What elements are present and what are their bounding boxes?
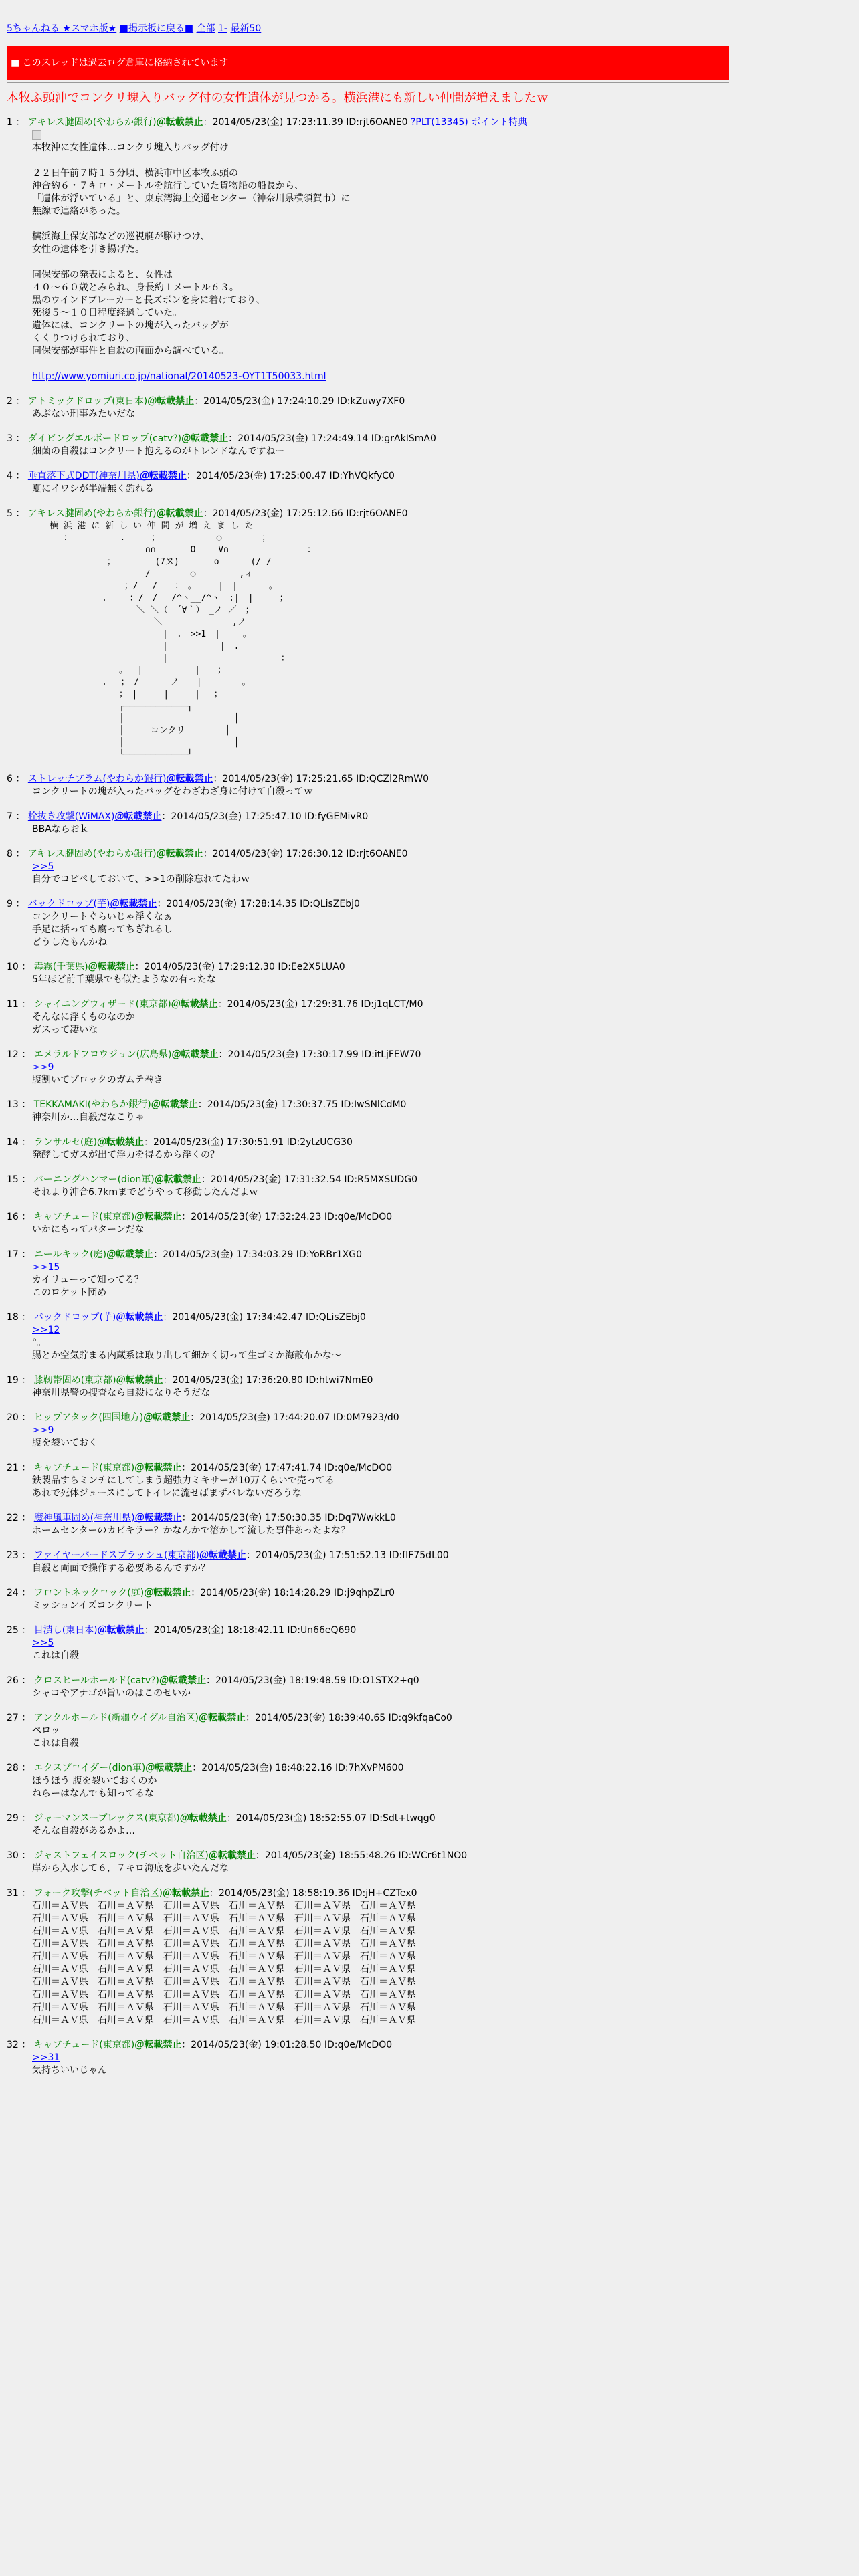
post-number: 13 ：: [7, 1099, 34, 1110]
post: [7, 1462, 729, 1500]
reply-line: [32, 1261, 729, 1274]
reply-anchor-link[interactable]: >>5: [32, 1638, 54, 1648]
post-list: [7, 116, 729, 2077]
poster-tag: ＠転載禁止: [134, 1463, 182, 1473]
top-nav: [7, 23, 729, 37]
thread-title: 本牧ふ頭沖でコンクリ塊入りバッグ付の女性遺体が見つかる。横浜港にも新しい仲間が増えましたｗ: [7, 91, 549, 105]
post-body: 腹割いてブロックのガムテ巻き: [32, 1075, 163, 1085]
source-url-link[interactable]: http://www.yomiuri.co.jp/national/20140523-OYT1T50033.html: [32, 371, 326, 382]
post-body: そんなに浮くものなのか ガスって凄いな: [32, 1012, 135, 1035]
latest-50-link[interactable]: 最新50: [230, 23, 262, 34]
reply-anchor-link[interactable]: >>9: [32, 1062, 54, 1073]
post-body: ミッションイズコンクリート: [32, 1600, 153, 1611]
post-body: 夏にイワシが半端無く釣れる: [32, 484, 154, 494]
post-header: [7, 2039, 729, 2052]
reply-anchor-link[interactable]: >>15: [32, 1262, 60, 1273]
post-header: [7, 1850, 729, 1862]
broken-image-icon: [32, 130, 41, 140]
post-body: ホームセンターのカビキラー？かなんかで溶かして流した事件あったよな？: [32, 1525, 351, 1536]
post-number: 4 ：: [7, 471, 28, 481]
post-body: 神奈川県警の捜査なら自殺になりそうだな: [32, 1388, 210, 1398]
poster-name: ダイビングエルボードロップ(catv?)＠転載禁止: [27, 433, 229, 444]
post-header: [7, 1462, 729, 1475]
reply-anchor-link[interactable]: >>9: [32, 1425, 54, 1436]
post-body-image: [32, 129, 729, 142]
poster-tag: ＠転載禁止: [162, 1888, 209, 1899]
post-body: シャコやアナゴが旨いのはこのせいか: [32, 1688, 191, 1699]
poster-name: ランサルセ(庭)＠転載禁止: [33, 1137, 144, 1148]
smartphone-link[interactable]: 5ちゃんねる ★スマホ版★: [7, 23, 117, 34]
poster-name[interactable]: 魔神風車固め(神奈川県)＠転載禁止: [33, 1513, 182, 1523]
poster-name[interactable]: バックドロップ(芋)＠転載禁止: [27, 899, 157, 909]
post-number: 31 ：: [7, 1888, 34, 1899]
post: [7, 1587, 729, 1612]
first-posts-link[interactable]: 1-: [218, 23, 227, 34]
post-number: 26 ：: [7, 1675, 34, 1686]
post-meta: ：2014/05/23(金) 17:50:30.35 ID:Dq7WwkkL0: [181, 1513, 396, 1523]
post-body: これは自殺: [32, 1650, 79, 1661]
poster-name: 毒霧(千葉県)＠転載禁止: [33, 962, 135, 972]
post-meta: ：2014/05/23(金) 17:34:03.29 ID:YoRBr1XG0: [153, 1249, 362, 1260]
poster-name: フォーク攻撃(チベット自治区)＠転載禁止: [33, 1888, 209, 1899]
post-header: [7, 1812, 729, 1825]
post-header: [7, 1174, 729, 1186]
poster-name: キャプチュード(東京都)＠転載禁止: [33, 1212, 182, 1222]
post-body: 腹を裂いておく: [32, 1438, 98, 1448]
poster-tag: ＠転載禁止: [151, 1099, 198, 1110]
poster-tag: ＠転載禁止: [166, 774, 213, 784]
post: [7, 116, 729, 383]
post-number: 8 ：: [7, 849, 28, 859]
post-header: [7, 1049, 729, 1061]
post-number: 19 ：: [7, 1375, 34, 1386]
post-number: 9 ：: [7, 899, 28, 909]
post: [7, 1812, 729, 1838]
reply-anchor-link[interactable]: >>12: [32, 1325, 60, 1335]
post: [7, 508, 729, 761]
poster-tag: ＠転載禁止: [179, 1813, 227, 1824]
post-meta: ：2014/05/23(金) 17:25:21.65 ID:QCZl2RmW0: [213, 774, 430, 784]
poster-tag: ＠転載禁止: [156, 849, 203, 859]
poster-name: クロスヒールホールド(catv?)＠転載禁止: [33, 1675, 207, 1686]
post-body: 神奈川か…自殺だなこりゃ: [32, 1112, 145, 1123]
post-meta: ：2014/05/23(金) 17:34:42.47 ID:QLisZEbj0: [163, 1312, 366, 1323]
post-meta: ：2014/05/23(金) 19:01:28.50 ID:q0e/McDO0: [181, 2040, 393, 2050]
post: [7, 1762, 729, 1800]
poster-name: 膝靭帯固め(東京都)＠転載禁止: [33, 1375, 163, 1386]
post: [7, 1887, 729, 2027]
post-body: 細菌の自殺はコンクリート抱えるのがトレンドなんですねー: [32, 446, 285, 457]
post-meta: ：2014/05/23(金) 18:19:48.59 ID:O1STX2+q0: [206, 1675, 419, 1686]
post-number: 2 ：: [7, 396, 28, 407]
post-header: [7, 1512, 729, 1525]
post: [7, 848, 729, 886]
poster-tag: ＠転載禁止: [156, 508, 203, 519]
post-number: 22 ：: [7, 1513, 34, 1523]
post: [7, 1049, 729, 1087]
post: [7, 1675, 729, 1700]
reply-line: [32, 1637, 729, 1650]
poster-name[interactable]: ストレッチプラム(やわらか銀行)＠転載禁止: [27, 774, 213, 784]
post-header: [7, 1311, 729, 1324]
poster-tag: ＠転載禁止: [154, 1174, 201, 1185]
post-number: 16 ：: [7, 1212, 34, 1222]
post-body: °。 腸とか空気貯まる内蔵系は取り出して細かく切って生ゴミか海散布かな～: [32, 1337, 341, 1361]
post-body: いかにもってパターンだな: [32, 1224, 145, 1235]
post-body: あぶない刑事みたいだな: [32, 409, 135, 419]
post-number: 11 ：: [7, 999, 34, 1010]
poster-name: アキレス腱固め(やわらか銀行)＠転載禁止: [27, 117, 203, 128]
poster-name[interactable]: バックドロップ(芋)＠転載禁止: [33, 1312, 163, 1323]
post-body: 鉄製品すらミンチにしてしまう超強力ミキサーが10万くらいで売ってる あれで死体ジュースにしてトイレに流せばまずバレないだろうな: [32, 1475, 335, 1499]
post-header: [7, 811, 729, 823]
poster-name[interactable]: 栓抜き攻撃(WiMAX)＠転載禁止: [27, 811, 162, 822]
post-body: 自殺と両面で操作する必要あるんですか？: [32, 1563, 210, 1574]
post-number: 14 ：: [7, 1137, 34, 1148]
post-meta: ：2014/05/23(金) 17:47:41.74 ID:q0e/McDO0: [181, 1463, 393, 1473]
post: [7, 1249, 729, 1299]
post-body: 5年ほど前千葉県でも似たようなの有ったな: [32, 974, 216, 985]
post-meta: ：2014/05/23(金) 17:30:37.75 ID:IwSNlCdM0: [197, 1099, 407, 1110]
post: [7, 1136, 729, 1162]
poster-name: ヒップアタック(四国地方)＠転載禁止: [33, 1412, 191, 1423]
poster-tag: ＠転載禁止: [96, 1137, 144, 1148]
post-url: [32, 370, 729, 383]
post-number: 1 ：: [7, 117, 28, 128]
post-meta: ：2014/05/23(金) 18:14:28.29 ID:j9qhpZLr0: [191, 1588, 395, 1598]
divider: [7, 82, 729, 83]
post-header: [7, 116, 729, 129]
post-number: 25 ：: [7, 1625, 34, 1636]
post-number: 32 ：: [7, 2040, 34, 2050]
post: [7, 395, 729, 421]
poster-name: アンクルホールド(新疆ウイグル自治区)＠転載禁止: [33, 1713, 246, 1723]
poster-tag: ＠転載禁止: [199, 1550, 246, 1561]
post-header: [7, 470, 729, 483]
post: [7, 998, 729, 1037]
post: [7, 1412, 729, 1450]
post-meta: ：2014/05/23(金) 17:29:31.76 ID:j1qLCT/M0: [217, 999, 423, 1010]
post-meta: ：2014/05/23(金) 18:39:40.65 ID:q9kfqaCo0: [245, 1713, 452, 1723]
post: [7, 2039, 729, 2077]
post-number: 23 ：: [7, 1550, 34, 1561]
post-meta: ：2014/05/23(金) 17:28:14.35 ID:QLisZEbj0: [157, 899, 360, 909]
poster-tag: ＠転載禁止: [147, 396, 195, 407]
post-header: [7, 395, 729, 408]
post-number: 20 ：: [7, 1412, 34, 1423]
post-body: 気持ちいいじゃん: [32, 2065, 107, 2076]
post-number: 30 ：: [7, 1850, 34, 1861]
post: [7, 1374, 729, 1400]
post-header: [7, 1887, 729, 1900]
post-body: ペロッ これは自殺: [32, 1725, 79, 1749]
post-number: 3 ：: [7, 433, 28, 444]
post-meta: ：2014/05/23(金) 18:58:19.36 ID:jH+CZTex0: [209, 1888, 417, 1899]
post-meta: ：2014/05/23(金) 17:51:52.13 ID:fIF75dL00: [246, 1550, 449, 1561]
post-header: [7, 1374, 729, 1387]
post-number: 28 ：: [7, 1763, 34, 1774]
post-number: 10 ：: [7, 962, 34, 972]
poster-tag: ＠転載禁止: [116, 1375, 163, 1386]
poster-tag: ＠転載禁止: [134, 1513, 182, 1523]
post-body: BBAならおｋ: [32, 824, 89, 835]
post-header: [7, 1099, 729, 1111]
poster-name: TEKKAMAKI(やわらか銀行)＠転載禁止: [33, 1099, 198, 1110]
poster-tag: ＠転載禁止: [171, 1049, 219, 1060]
post-meta: ：2014/05/23(金) 17:29:12.30 ID:Ee2X5LUA0: [134, 962, 345, 972]
poster-name: ニールキック(庭)＠転載禁止: [33, 1249, 154, 1260]
post-number: 29 ：: [7, 1813, 34, 1824]
post-body: コンクリートぐらいじゃ浮くなぁ 手足に括っても腐ってちぎれるし どうしたもんかね: [32, 911, 173, 948]
post-header: [7, 1136, 729, 1149]
post-header: [7, 433, 729, 445]
post-body: そんな自殺があるかよ…: [32, 1826, 135, 1836]
post: [7, 1850, 729, 1875]
poster-tag: ＠転載禁止: [134, 2040, 182, 2050]
post-meta: ：2014/05/23(金) 17:25:12.66 ID:rjt6OANE0: [203, 508, 408, 519]
poster-name[interactable]: 垂直落下式DDT(神奈川県)＠転載禁止: [27, 471, 187, 481]
post-body: それより沖合6.7kmまでどうやって移動したんだよｗ: [32, 1187, 259, 1198]
post-body: 岸から入水して６，７キロ海底を歩いたんだな: [32, 1863, 229, 1874]
post: [7, 773, 729, 798]
post-number: 24 ：: [7, 1588, 34, 1598]
post-header: [7, 773, 729, 786]
post-meta: ：2014/05/23(金) 17:32:24.23 ID:q0e/McDO0: [181, 1212, 393, 1222]
post-number: 15 ：: [7, 1174, 34, 1185]
poster-tag: ＠転載禁止: [106, 1249, 154, 1260]
post-meta: ：2014/05/23(金) 17:24:49.14 ID:grAkISmA0: [228, 433, 436, 444]
poster-tag: ＠転載禁止: [171, 999, 218, 1010]
post: [7, 1512, 729, 1537]
post: [7, 961, 729, 986]
poster-name: ジャストフェイスロック(チベット自治区)＠転載禁止: [33, 1850, 256, 1861]
post-number: 18 ：: [7, 1312, 34, 1323]
reply-anchor-link[interactable]: >>5: [32, 861, 54, 872]
all-posts-link[interactable]: 全部: [196, 23, 215, 34]
archive-notice: ■ このスレッドは過去ログ倉庫に格納されています: [7, 46, 729, 80]
post-meta: ：2014/05/23(金) 17:36:20.80 ID:htwi7NmE0: [163, 1375, 373, 1386]
post-header: [7, 898, 729, 911]
post-header: [7, 848, 729, 861]
post-header: [7, 1549, 729, 1562]
poster-tag: ＠転載禁止: [97, 1625, 145, 1636]
post-header: [7, 1249, 729, 1261]
post-number: 7 ：: [7, 811, 28, 822]
post-meta: ：2014/05/23(金) 17:25:47.10 ID:fyGEMivR0: [161, 811, 369, 822]
post-meta: ：2014/05/23(金) 18:52:55.07 ID:Sdt+twqg0: [226, 1813, 436, 1824]
post-body: 自分でコピペしておいて、>>1の削除忘れてたわｗ: [32, 874, 250, 885]
be-profile-link[interactable]: ?PLT(13345) ポイント特典: [410, 117, 528, 128]
post-header: [7, 1211, 729, 1224]
back-to-board-link[interactable]: ■掲示板に戻る■: [119, 23, 194, 34]
poster-name: バーニングハンマー(dion軍)＠転載禁止: [33, 1174, 201, 1185]
poster-tag: ＠転載禁止: [116, 1312, 163, 1323]
poster-tag: ＠転載禁止: [143, 1412, 191, 1423]
post-meta: ：2014/05/23(金) 17:30:17.99 ID:itLjFEW70: [218, 1049, 421, 1060]
post-meta: ：2014/05/23(金) 17:26:30.12 ID:rjt6OANE0: [203, 849, 408, 859]
post-number: 17 ：: [7, 1249, 34, 1260]
post-meta: ：2014/05/23(金) 18:48:22.16 ID:7hXvPM600: [192, 1763, 404, 1774]
poster-name: アキレス腱固め(やわらか銀行)＠転載禁止: [27, 508, 203, 519]
poster-name: アトミックドロップ(東日本)＠転載禁止: [27, 396, 195, 407]
post-header: [7, 1624, 729, 1637]
post-header: [7, 508, 729, 520]
post-header: [7, 1587, 729, 1600]
post-header: [7, 1412, 729, 1424]
poster-name: キャプチュード(東京都)＠転載禁止: [33, 1463, 182, 1473]
reply-line: [32, 1061, 729, 1074]
poster-tag: ＠転載禁止: [159, 1675, 207, 1686]
reply-line: [32, 861, 729, 873]
post-header: [7, 1675, 729, 1687]
poster-name[interactable]: ファイヤーバードスプラッシュ(東京都)＠転載禁止: [33, 1550, 246, 1561]
post-number: 21 ：: [7, 1463, 34, 1473]
post-header: [7, 961, 729, 974]
post-header: [7, 1712, 729, 1725]
post-body: ほうほう 腹を裂いておくのか ねらーはなんでも知ってるな: [32, 1776, 157, 1799]
post-meta: ：2014/05/23(金) 17:24:10.29 ID:kZuwy7XF0: [194, 396, 405, 407]
poster-name: フロントネックロック(庭)＠転載禁止: [33, 1588, 191, 1598]
poster-name: アキレス腱固め(やわらか銀行)＠転載禁止: [27, 849, 203, 859]
post: [7, 1549, 729, 1575]
post-number: 12 ：: [7, 1049, 34, 1060]
reply-line: [32, 2052, 729, 2064]
post: [7, 811, 729, 836]
poster-name: ジャーマンスープレックス(東京都)＠転載禁止: [33, 1813, 227, 1824]
poster-name: エクスプロイダー(dion軍)＠転載禁止: [33, 1763, 193, 1774]
poster-tag: ＠転載禁止: [208, 1850, 256, 1861]
post-meta: ：2014/05/23(金) 17:30:51.91 ID:2ytzUCG30: [143, 1137, 353, 1148]
post-meta: ：2014/05/23(金) 17:25:00.47 ID:YhVQkfyC0: [186, 471, 395, 481]
post-body-repeated: 石川＝ＡＶ県 石川＝ＡＶ県 石川＝ＡＶ県 石川＝ＡＶ県 石川＝ＡＶ県 石川＝ＡＶ県 石川＝ＡＶ県 石川＝ＡＶ県 石川＝ＡＶ県 石川＝ＡＶ県 石川＝ＡＶ県 石川＝ＡＶ県 石川＝ＡＶ県 石川＝ＡＶ県 石川＝ＡＶ県 石川＝ＡＶ県 石川＝ＡＶ県 石川＝ＡＶ県 石川＝ＡＶ県 石川＝ＡＶ県 石川＝ＡＶ県 石川＝ＡＶ県 石川＝ＡＶ県 石川＝ＡＶ県 石川＝ＡＶ県 石川＝ＡＶ県 石川＝ＡＶ県 石川＝ＡＶ県 石川＝ＡＶ県 石川＝ＡＶ県 石川＝ＡＶ県 石川＝ＡＶ県 石川＝ＡＶ県 石川＝ＡＶ県 石川＝ＡＶ県 石川＝ＡＶ県 石川＝ＡＶ県 石川＝ＡＶ県 石川＝ＡＶ県 石川＝ＡＶ県 石川＝ＡＶ県 石川＝ＡＶ県 石川＝ＡＶ県 石川＝ＡＶ県 石川＝ＡＶ県 石川＝ＡＶ県 石川＝ＡＶ県 石川＝ＡＶ県 石川＝ＡＶ県 石川＝ＡＶ県 石川＝ＡＶ県 石川＝ＡＶ県 石川＝ＡＶ県 石川＝ＡＶ県 石川＝ＡＶ県 石川＝ＡＶ県 石川＝ＡＶ県 石川＝ＡＶ県 石川＝ＡＶ県 石川＝ＡＶ県: [32, 1901, 416, 2026]
ascii-art: 横 浜 港 に 新 し い 仲 間 が 増 え ま し た ： . ； ○ ； ∩∩ O V∩ ： ； (7ヌ) o (/ / / ○ ,ィ ；/ / ： 。 | | 。 . ：/ / /^ヽ__/^ヽ :| | ； ＼ ＼（ ´∀｀） _ノ ／ ； ＼ ,ノ | . >>1 | 。 | | . | ： 。 | | ； . ； / ノ | 。 ； | | | ； ┌────────────┐ │ │ │ コンクリ │ │ │ └────────────┘: [50, 521, 316, 760]
poster-name: エメラルドフロウジョン(広島県)＠転載禁止: [33, 1049, 219, 1060]
post-meta: ：2014/05/23(金) 17:23:11.39 ID:rjt6OANE0: [203, 117, 408, 128]
post-body: 発酵してガスが出て浮力を得るから浮くの？: [32, 1150, 219, 1160]
post-body: コンクリートの塊が入ったバッグをわざわざ身に付けて自殺ってｗ: [32, 786, 313, 797]
poster-name: キャプチュード(東京都)＠転載禁止: [33, 2040, 182, 2050]
post-body: 本牧沖に女性遺体…コンクリ塊入りバッグ付け ２２日午前７時１５分頃、横浜市中区本牧ふ頭の 沖合約６・７キロ・メートルを航行していた貨物船の船長から、 「遺体が浮いている」と、東京湾海上交通センター（神奈川県横須賀市）に 無線で連絡があった。 横浜海上保安部などの巡視艇が駆けつけ、 女性の遺体を引き揚げた。 同保安部の発表によると、女性は ４０～６０歳とみられ、身長約１メートル６３。 黒のウインドブレーカーと長ズボンを身に着けており、 死後５～１０日程度経過していた。 遺体には、コンクリートの塊が入ったバッグが くくりつけられており、 同保安部が事件と自殺の両面から調べている。: [32, 142, 351, 356]
reply-line: [32, 1324, 729, 1337]
post-number: 27 ：: [7, 1713, 34, 1723]
reply-line: [32, 1424, 729, 1437]
post-number: 6 ：: [7, 774, 28, 784]
poster-name: シャイニングウィザード(東京都)＠転載禁止: [33, 999, 218, 1010]
poster-tag: ＠転載禁止: [88, 962, 135, 972]
post-number: 5 ：: [7, 508, 28, 519]
post-meta: ：2014/05/23(金) 17:31:32.54 ID:R5MXSUDG0: [201, 1174, 418, 1185]
poster-tag: ＠転載禁止: [198, 1713, 246, 1723]
post: [7, 433, 729, 458]
post: [7, 1624, 729, 1662]
post-header: [7, 1762, 729, 1775]
poster-name[interactable]: 目潰し(東日本)＠転載禁止: [33, 1625, 145, 1636]
post: [7, 1099, 729, 1124]
poster-tag: ＠転載禁止: [181, 433, 229, 444]
reply-anchor-link[interactable]: >>31: [32, 2052, 60, 2063]
post: [7, 1712, 729, 1750]
poster-tag: ＠転載禁止: [156, 117, 203, 128]
post-header: [7, 998, 729, 1011]
post: [7, 1211, 729, 1237]
post: [7, 1174, 729, 1199]
poster-tag: ＠転載禁止: [144, 1588, 191, 1598]
poster-tag: ＠転載禁止: [134, 1212, 182, 1222]
post: [7, 898, 729, 949]
post: [7, 1311, 729, 1362]
post-body: カイリューって知ってる？ このロケット団め: [32, 1275, 144, 1298]
post-meta: ：2014/05/23(金) 17:44:20.07 ID:0M7923/d0: [190, 1412, 399, 1423]
poster-tag: ＠転載禁止: [145, 1763, 193, 1774]
post-meta: ：2014/05/23(金) 18:18:42.11 ID:Un66eQ690: [144, 1625, 357, 1636]
poster-tag: ＠転載禁止: [114, 811, 162, 822]
poster-tag: ＠転載禁止: [110, 899, 157, 909]
post: [7, 470, 729, 496]
post-meta: ：2014/05/23(金) 18:55:48.26 ID:WCr6t1NO0: [255, 1850, 468, 1861]
poster-tag: ＠転載禁止: [139, 471, 187, 481]
